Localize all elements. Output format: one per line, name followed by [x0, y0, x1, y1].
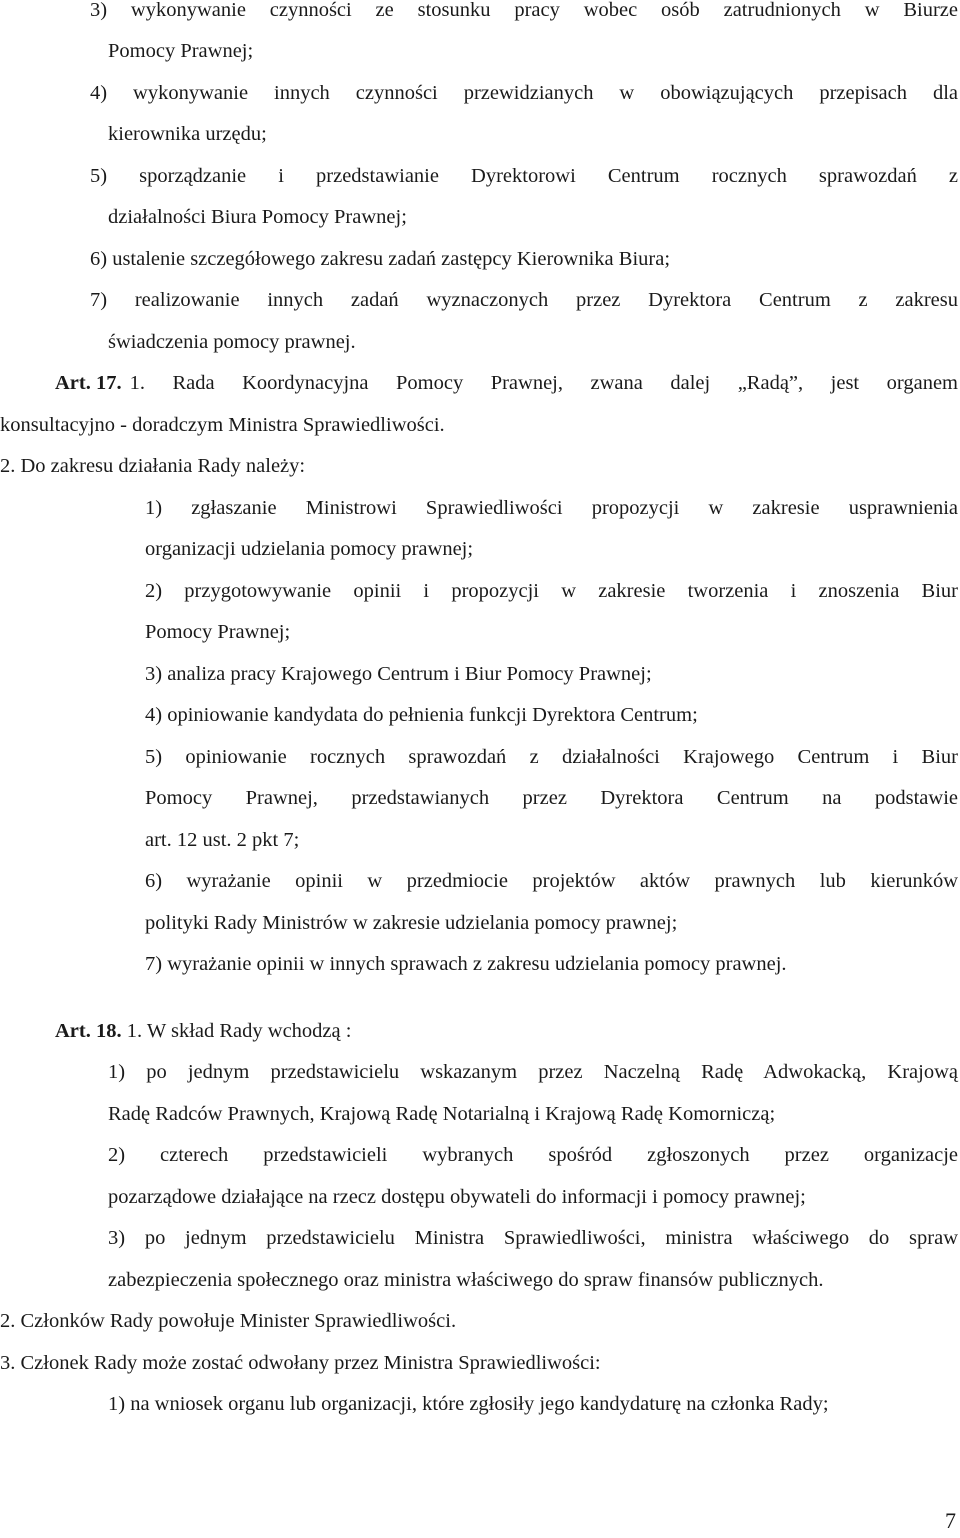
- list-item-5-line2: działalności Biura Pomocy Prawnej;: [108, 206, 407, 228]
- art17-paragraph1-line2: konsultacyjno - doradczym Ministra Sprawiedliwości.: [0, 414, 445, 436]
- art18-heading: Art. 18.: [55, 1020, 122, 1042]
- art18-item-2-line1: 2) czterech przedstawicieli wybranych spośród zgłoszonych przez organizacje: [108, 1144, 958, 1166]
- list-item-3-line2: Pomocy Prawnej;: [108, 40, 254, 62]
- art18-paragraph2: 2. Członków Rady powołuje Minister Sprawiedliwości.: [0, 1310, 457, 1332]
- art17-paragraph1-line1: [55, 370, 958, 396]
- art17-item-4: 4) opiniowanie kandydata do pełnienia funkcji Dyrektora Centrum;: [145, 704, 698, 726]
- art18-item-3-line1: 3) po jednym przedstawicielu Ministra Sprawiedliwości, ministra właściwego do spraw: [108, 1227, 958, 1249]
- art17-item-5-line2: Pomocy Prawnej, przedstawianych przez Dyrektora Centrum na podstawie: [145, 787, 958, 809]
- list-item-7-line2: świadczenia pomocy prawnej.: [108, 331, 356, 353]
- art17-heading: Art. 17.: [55, 372, 122, 394]
- art17-item-2-line1: 2) przygotowywanie opinii i propozycji w zakresie tworzenia i znoszenia Biur: [145, 580, 958, 602]
- art17-item-1-line2: organizacji udzielania pomocy prawnej;: [145, 538, 474, 560]
- art18-item-2-line2: pozarządowe działające na rzecz dostępu obywateli do informacji i pomocy prawnej;: [108, 1186, 806, 1208]
- art18-paragraph3-item-1: 1) na wniosek organu lub organizacji, które zgłosiły jego kandydaturę na członka Rady;: [108, 1393, 829, 1415]
- art17-item-2-line2: Pomocy Prawnej;: [145, 621, 291, 643]
- art18-paragraph1-text: 1. W skład Rady wchodzą :: [126, 1020, 352, 1042]
- list-item-7-line1: 7) realizowanie innych zadań wyznaczonych przez Dyrektora Centrum z zakresu: [90, 289, 958, 311]
- art17-item-7: 7) wyrażanie opinii w innych sprawach z zakresu udzielania pomocy prawnej.: [145, 953, 787, 975]
- list-item-3-line1: 3) wykonywanie czynności ze stosunku pracy wobec osób zatrudnionych w Biurze: [90, 0, 958, 21]
- art18-item-1-line1: 1) po jednym przedstawicielu wskazanym przez Naczelną Radę Adwokacką, Krajową: [108, 1061, 958, 1083]
- art17-item-6-line1: 6) wyrażanie opinii w przedmiocie projektów aktów prawnych lub kierunków: [145, 870, 958, 892]
- art17-item-6-line2: polityki Rady Ministrów w zakresie udzielania pomocy prawnej;: [145, 912, 678, 934]
- list-item-6: 6) ustalenie szczegółowego zakresu zadań zastępcy Kierownika Biura;: [90, 248, 671, 270]
- art17-item-5-line1: 5) opiniowanie rocznych sprawozdań z działalności Krajowego Centrum i Biur: [145, 746, 958, 768]
- art17-item-1-line1: 1) zgłaszanie Ministrowi Sprawiedliwości propozycji w zakresie usprawnienia: [145, 497, 958, 519]
- art18-item-3-line2: zabezpieczenia społecznego oraz ministra właściwego do spraw finansów publicznych.: [108, 1269, 824, 1291]
- list-item-5-line1: 5) sporządzanie i przedstawianie Dyrektorowi Centrum rocznych sprawozdań z: [90, 165, 958, 187]
- art17-item-5-line3: art. 12 ust. 2 pkt 7;: [145, 829, 300, 851]
- art17-item-3: 3) analiza pracy Krajowego Centrum i Biur Pomocy Prawnej;: [145, 663, 652, 685]
- art18-item-1-line2: Radę Radców Prawnych, Krajową Radę Notarialną i Krajową Radę Komorniczą;: [108, 1103, 776, 1125]
- art17-paragraph2: 2. Do zakresu działania Rady należy:: [0, 455, 306, 477]
- art17-paragraph1-text: 1. Rada Koordynacyjna Pomocy Prawnej, zwana dalej „Radą”, jest organem: [129, 372, 958, 394]
- page-number: 7: [945, 1508, 956, 1533]
- art18-paragraph1: [55, 1018, 351, 1044]
- list-item-4-line1: 4) wykonywanie innych czynności przewidzianych w obowiązujących przepisach dla: [90, 82, 958, 104]
- art18-paragraph3: 3. Członek Rady może zostać odwołany przez Ministra Sprawiedliwości:: [0, 1352, 601, 1374]
- list-item-4-line2: kierownika urzędu;: [108, 123, 267, 145]
